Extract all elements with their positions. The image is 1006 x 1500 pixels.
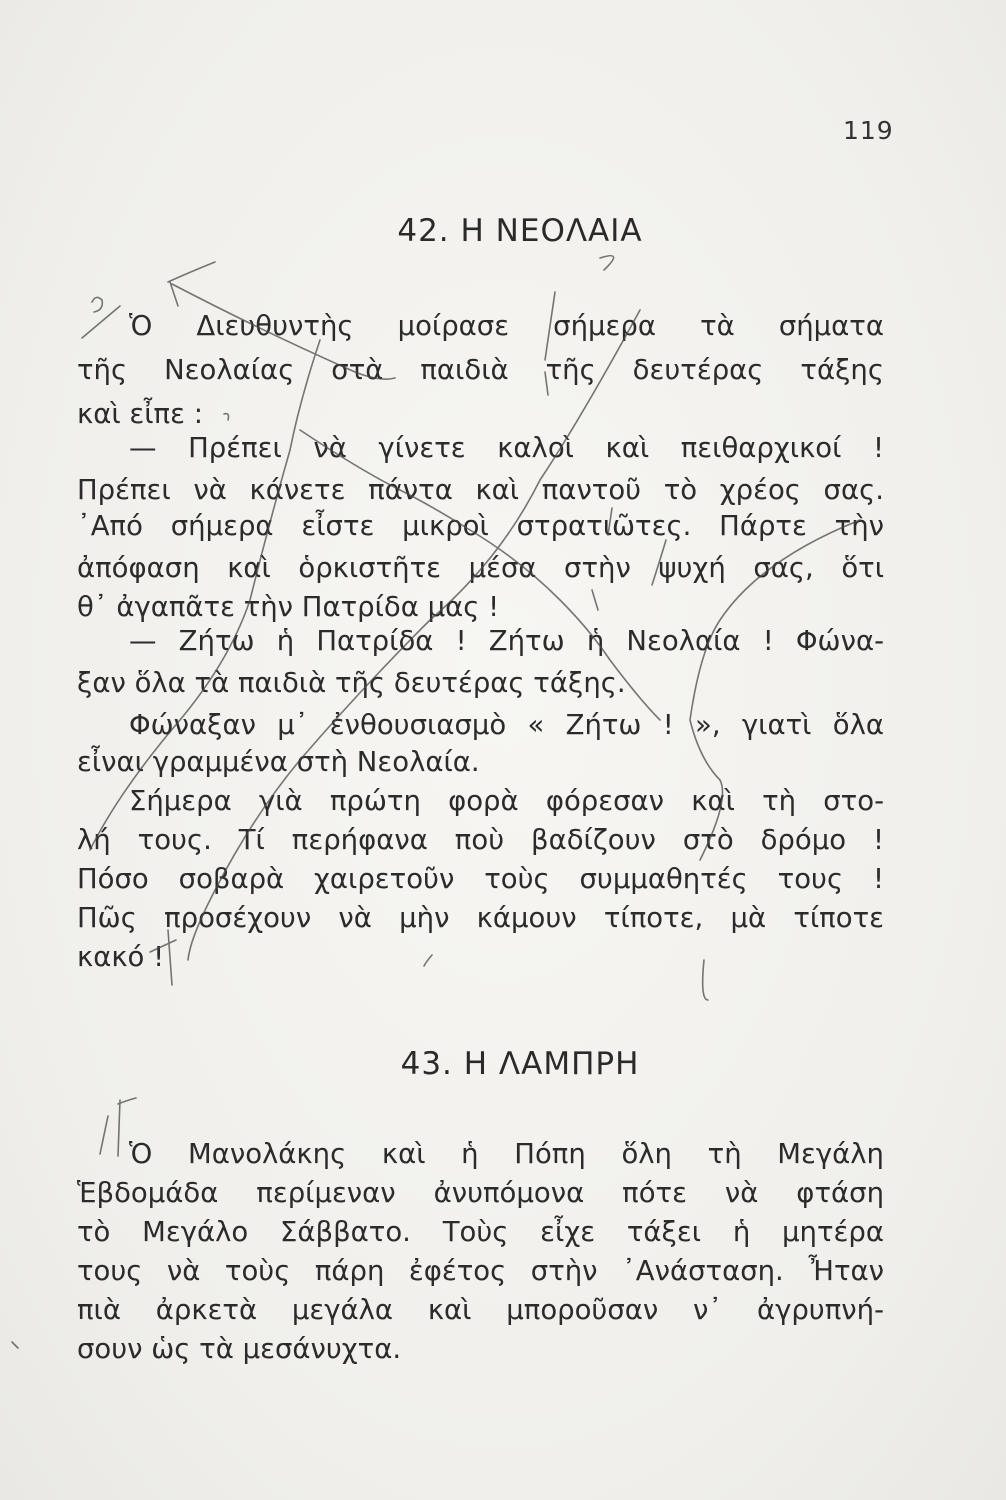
text-line: τὸ Μεγάλο Σάββατο. Τοὺς εἶχε τάξει ἡ μητέρα [77,1216,884,1248]
text-line: Πῶς προσέχουν νὰ μὴν κάμουν τίποτε, μὰ τίποτε [77,902,884,934]
text-line: λή τους. Τί περήφανα ποὺ βαδίζουν στὸ δρόμο ! [77,824,884,856]
text-line: ἀπόφαση καὶ ὁρκιστῆτε μέσα στὴν ψυχή σας, ὅτι [77,552,884,584]
text-line: — Πρέπει νὰ γίνετε καλοὶ καὶ πειθαρχικοί ! [129,432,884,464]
text-line: Ὁ Διευθυντὴς μοίρασε σήμερα τὰ σήματα [129,310,884,342]
text-line: Φώναξαν μ᾿ ἐνθουσιασμὸ « Ζήτω ! », γιατὶ ὅλα [129,709,884,741]
page-number: 119 [843,116,894,145]
text-line: τῆς Νεολαίας στὰ παιδιὰ τῆς δευτέρας τάξης [77,354,884,386]
text-line: — Ζήτω ἡ Πατρίδα ! Ζήτω ἡ Νεολαία ! Φώνα- [129,625,884,657]
text-line: τους νὰ τοὺς πάρη ἐφέτος στὴν ᾿Ανάσταση. Ἦταν [77,1255,884,1287]
text-line: κακό ! [77,941,165,973]
section-title-lampri: 43. Η ΛΑΜΠΡΗ [400,1046,640,1082]
text-line: Ἑβδομάδα περίμεναν ἀνυπόμονα πότε νὰ φτάση [77,1177,884,1209]
text-line: καὶ εἶπε : [77,398,203,430]
text-line: πιὰ ἀρκετὰ μεγάλα καὶ μποροῦσαν ν᾿ ἀγρυπνή- [77,1294,884,1326]
text-line: ξαν ὅλα τὰ παιδιὰ τῆς δευτέρας τάξης. [77,667,626,699]
text-line: εἶναι γραμμένα στὴ Νεολαία. [77,746,480,778]
text-line: Πόσο σοβαρὰ χαιρετοῦν τοὺς συμμαθητές τους ! [77,863,884,895]
text-line: σουν ὡς τὰ μεσάνυχτα. [77,1333,402,1365]
section-title-neolaia: 42. Η ΝΕΟΛΑΙΑ [397,213,643,249]
text-line: Ὁ Μανολάκης καὶ ἡ Πόπη ὅλη τὴ Μεγάλη [129,1138,884,1170]
text-line: θ᾿ ἀγαπᾶτε τὴν Πατρίδα μας ! [77,591,500,623]
text-line: Πρέπει νὰ κάνετε πάντα καὶ παντοῦ τὸ χρέος σας. [77,474,884,506]
text-line: Σήμερα γιὰ πρώτη φορὰ φόρεσαν καὶ τὴ στο- [129,785,884,817]
text-line: ᾿Από σήμερα εἶστε μικροὶ στρατιῶτες. Πάρτε τὴν [77,510,884,542]
